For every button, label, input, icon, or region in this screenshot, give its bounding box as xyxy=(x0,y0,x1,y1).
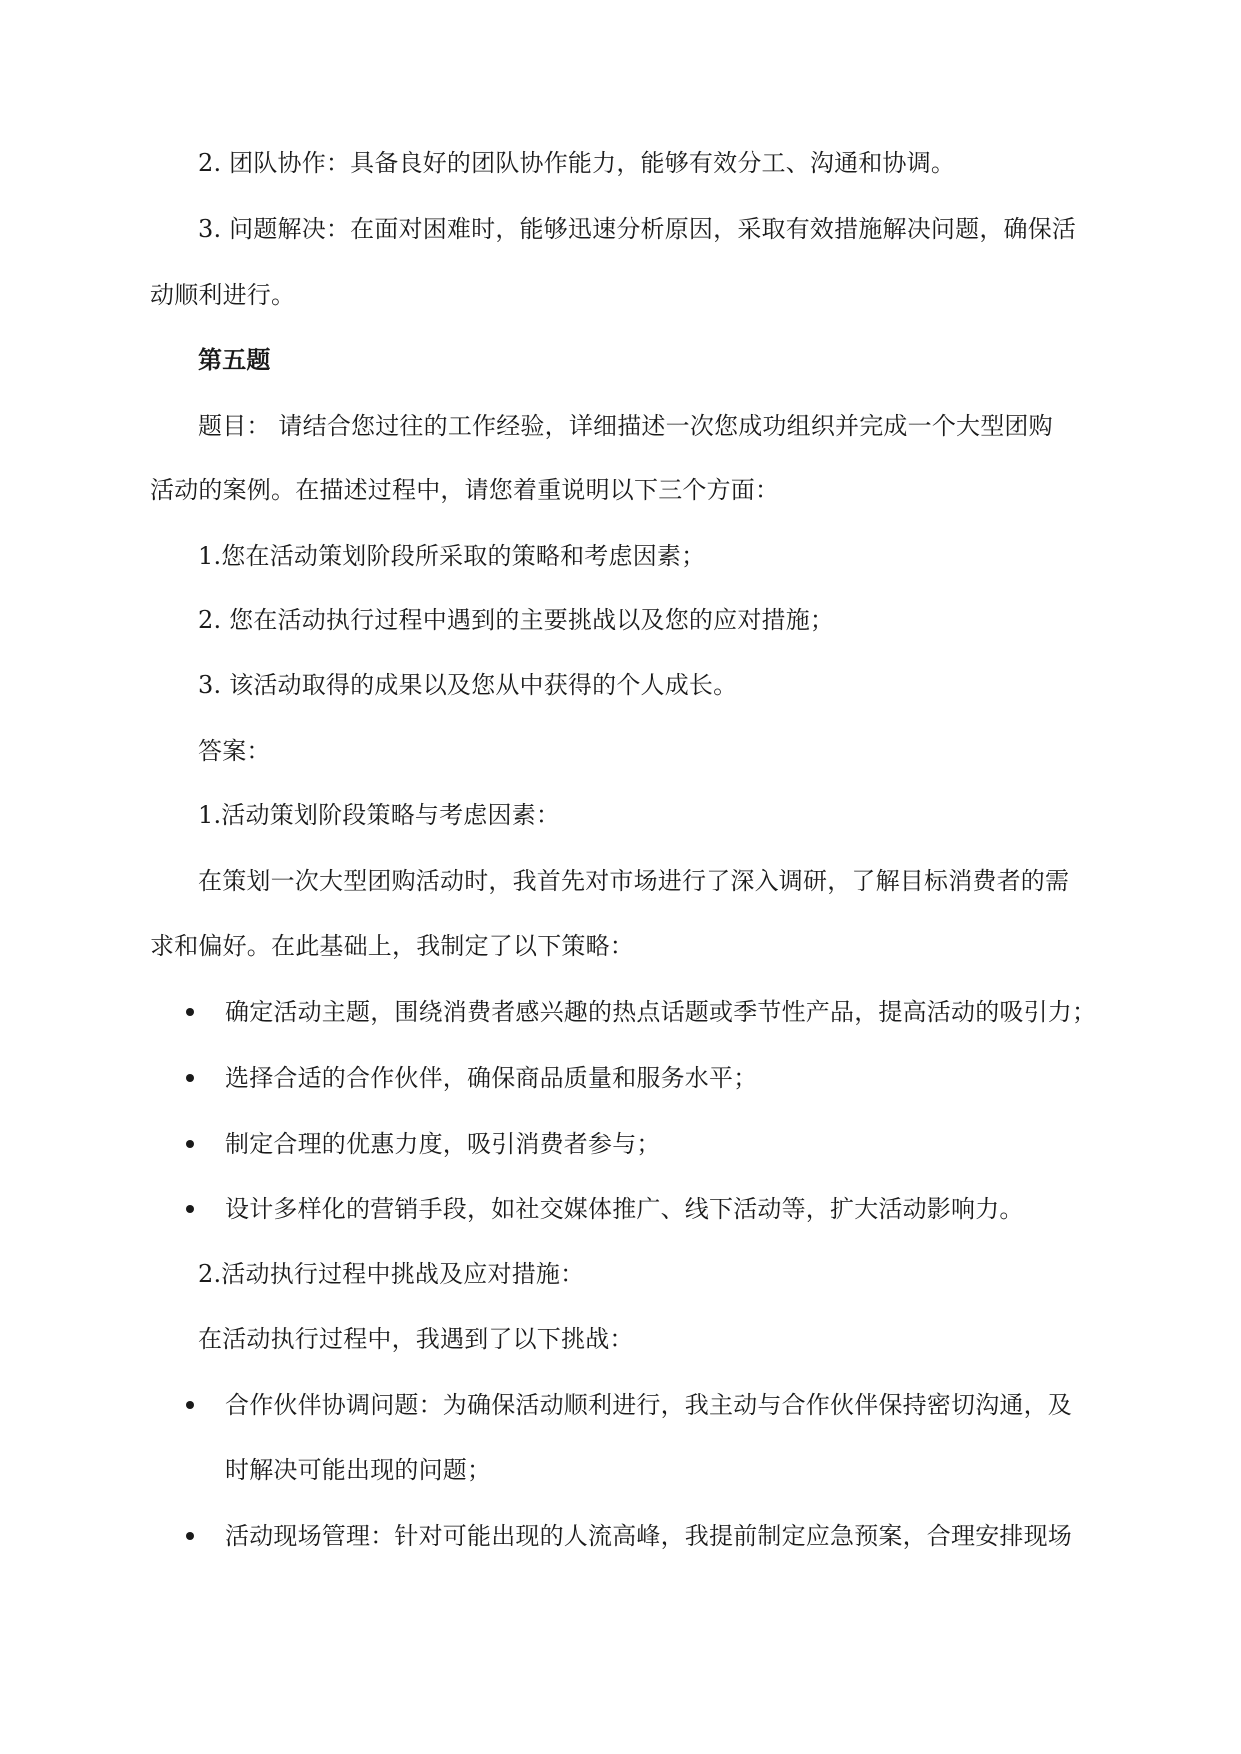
answer-paragraph-1: 在策划一次大型团购活动时，我首先对市场进行了深入调研，了解目标消费者的需 xyxy=(198,867,1070,895)
question-point-1: 1.您在活动策划阶段所采取的策略和考虑因素； xyxy=(198,542,706,570)
challenge-item-2: 活动现场管理：针对可能出现的人流高峰，我提前制定应急预案，合理安排现场 xyxy=(225,1522,1072,1550)
section-heading: 第五题 xyxy=(198,345,271,374)
strategy-item-2: 选择合适的合作伙伴，确保商品质量和服务水平； xyxy=(225,1064,758,1092)
question-text: 题目： 请结合您过往的工作经验，详细描述一次您成功组织并完成一个大型团购 xyxy=(198,412,1053,440)
bullet-icon xyxy=(186,1074,194,1082)
answer-heading-2: 2.活动执行过程中挑战及应对措施： xyxy=(198,1260,585,1288)
question-text-cont: 活动的案例。在描述过程中，请您着重说明以下三个方面： xyxy=(150,476,780,504)
question-point-3: 3. 该活动取得的成果以及您从中获得的个人成长。 xyxy=(198,671,738,699)
answer-paragraph-2: 在活动执行过程中，我遇到了以下挑战： xyxy=(198,1325,634,1353)
answer-label: 答案： xyxy=(198,737,271,765)
bullet-icon xyxy=(186,1008,194,1016)
bullet-icon xyxy=(186,1401,194,1409)
strategy-item-1: 确定活动主题，围绕消费者感兴趣的热点话题或季节性产品，提高活动的吸引力； xyxy=(225,998,1097,1026)
paragraph-problem-solving: 3. 问题解决：在面对困难时，能够迅速分析原因，采取有效措施解决问题，确保活 xyxy=(198,215,1077,243)
bullet-icon xyxy=(186,1532,194,1540)
bullet-icon xyxy=(186,1205,194,1213)
challenge-item-1-cont: 时解决可能出现的问题； xyxy=(225,1456,492,1484)
paragraph-problem-solving-cont: 动顺利进行。 xyxy=(150,281,296,309)
bullet-icon xyxy=(186,1140,194,1148)
strategy-item-4: 设计多样化的营销手段，如社交媒体推广、线下活动等，扩大活动影响力。 xyxy=(225,1195,1024,1223)
answer-paragraph-1-cont: 求和偏好。在此基础上，我制定了以下策略： xyxy=(150,932,634,960)
paragraph-teamwork: 2. 团队协作：具备良好的团队协作能力，能够有效分工、沟通和协调。 xyxy=(198,149,956,177)
challenge-item-1: 合作伙伴协调问题：为确保活动顺利进行，我主动与合作伙伴保持密切沟通，及 xyxy=(225,1391,1072,1419)
strategy-item-3: 制定合理的优惠力度，吸引消费者参与； xyxy=(225,1130,661,1158)
question-point-2: 2. 您在活动执行过程中遇到的主要挑战以及您的应对措施； xyxy=(198,606,835,634)
answer-heading-1: 1.活动策划阶段策略与考虑因素： xyxy=(198,801,561,829)
